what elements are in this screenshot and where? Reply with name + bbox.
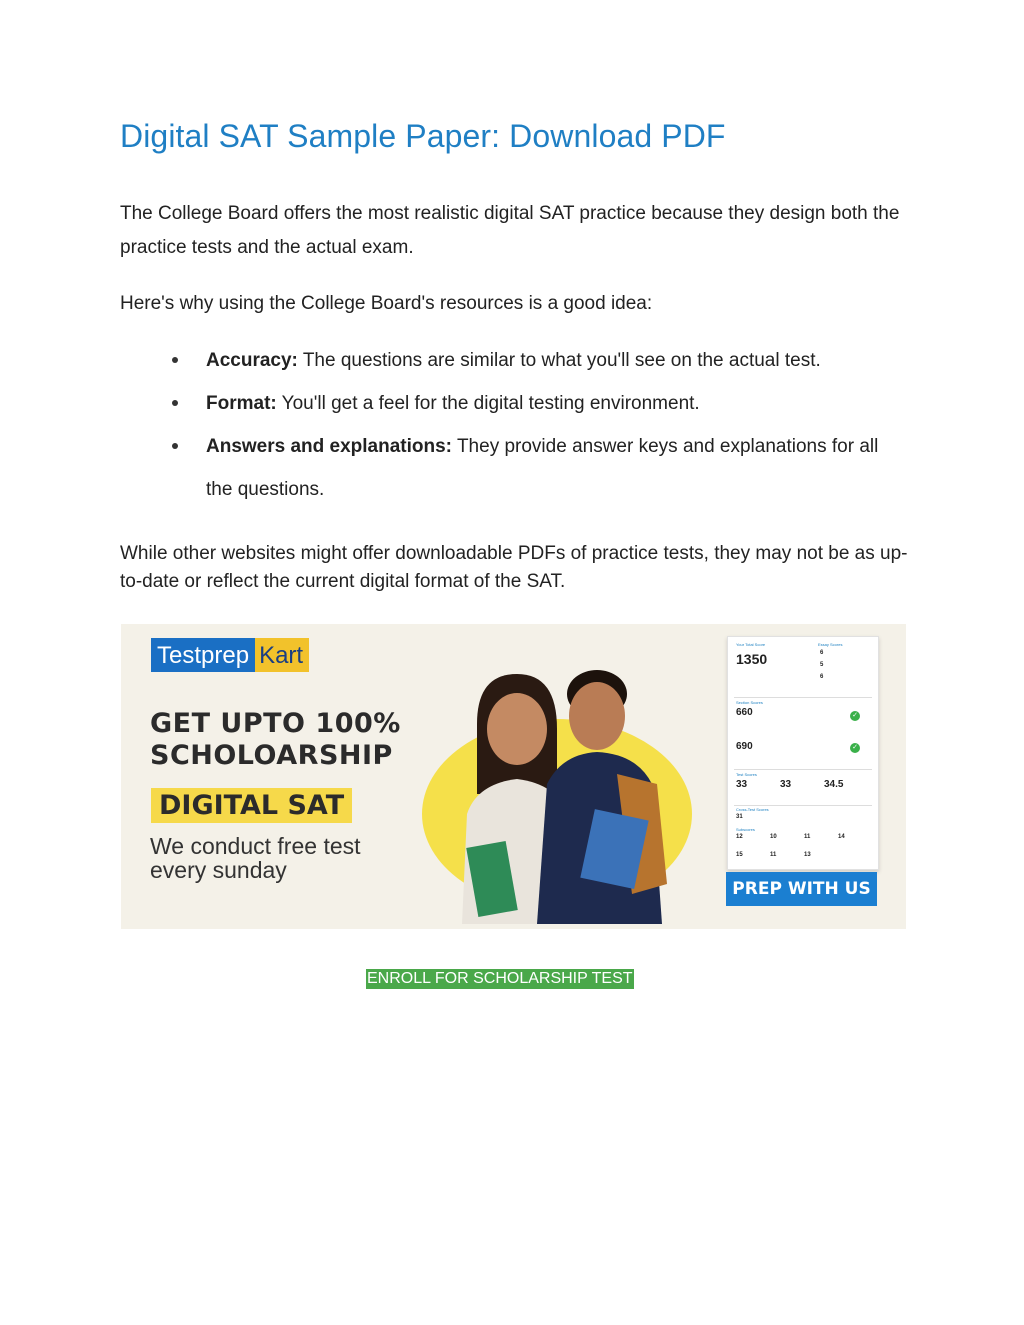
score-report-card	[727, 636, 879, 870]
list-item	[168, 382, 908, 425]
why-paragraph: Here's why using the College Board's resources is a good idea:	[120, 293, 653, 314]
test-score-label: Test Scores	[736, 772, 757, 777]
cross-test-label: Cross-Test Scores	[736, 807, 769, 812]
subscore: 14	[838, 834, 845, 840]
scholarship-banner[interactable]	[121, 624, 906, 929]
page-title: Digital SAT Sample Paper: Download PDF	[120, 118, 726, 154]
intro-paragraph: The College Board offers the most realistic digital SAT practice because they design both the practice tests and the actual exam.	[120, 203, 900, 258]
subscore: 11	[804, 834, 811, 840]
cross-test-score: 31	[736, 814, 743, 820]
bullet-icon	[172, 443, 178, 449]
essay-score: 5	[820, 662, 824, 668]
bullet-term: Accuracy:	[206, 350, 298, 371]
test-score: 33	[736, 779, 748, 790]
students-illustration	[417, 644, 697, 924]
total-score: 1350	[736, 651, 768, 667]
bullet-text: The questions are similar to what you'll see on the actual test.	[297, 350, 821, 371]
divider	[734, 769, 872, 770]
essay-score: 6	[820, 674, 824, 680]
essay-score-label: Essay Scores	[818, 642, 843, 647]
digital-sat-tag: DIGITAL SAT	[151, 788, 352, 823]
free-test-text: We conduct free test every sunday	[150, 833, 361, 883]
closing-paragraph: While other websites might offer downloadable PDFs of practice tests, they may not be as up-to-date or reflect the current digital format of the SAT.	[120, 543, 908, 592]
bullet-icon	[172, 357, 178, 363]
subscore: 11	[770, 852, 777, 858]
section-score-label: Section Scores	[736, 700, 763, 705]
check-icon: ✓	[850, 743, 860, 753]
subscore: 10	[770, 834, 777, 840]
divider	[734, 805, 872, 806]
subscore: 13	[804, 852, 811, 858]
divider	[734, 697, 872, 698]
bullet-term: Answers and explanations:	[206, 436, 453, 457]
banner-headline-2: SCHOLOARSHIP	[150, 740, 393, 771]
section-score: 660	[736, 707, 753, 718]
test-score: 33	[780, 779, 792, 790]
subscore: 12	[736, 834, 743, 840]
bullet-text: You'll get a feel for the digital testing environment.	[276, 393, 700, 414]
total-score-label: Your Total Score	[736, 642, 766, 647]
logo-text-kart: Kart	[255, 638, 309, 672]
testprep-kart-logo	[151, 638, 309, 672]
enroll-scholarship-link[interactable]: ENROLL FOR SCHOLARSHIP TEST	[367, 970, 633, 987]
banner-headline-1: GET UPTO 100%	[150, 708, 401, 739]
bullet-text: They provide answer keys and explanations for all the questions.	[206, 436, 879, 500]
check-icon: ✓	[850, 711, 860, 721]
subscore: 15	[736, 852, 743, 858]
subscore-label: Subscores	[736, 827, 755, 832]
essay-score: 6	[820, 650, 824, 656]
section-score: 690	[736, 741, 753, 752]
logo-text-testprep: Testprep	[151, 638, 255, 672]
list-item	[168, 425, 908, 511]
bullet-term: Format:	[206, 393, 277, 414]
list-item	[168, 339, 908, 382]
benefits-list	[168, 339, 908, 511]
prep-with-us-button[interactable]: PREP WITH US	[726, 872, 877, 906]
test-score: 34.5	[824, 779, 844, 790]
bullet-icon	[172, 400, 178, 406]
